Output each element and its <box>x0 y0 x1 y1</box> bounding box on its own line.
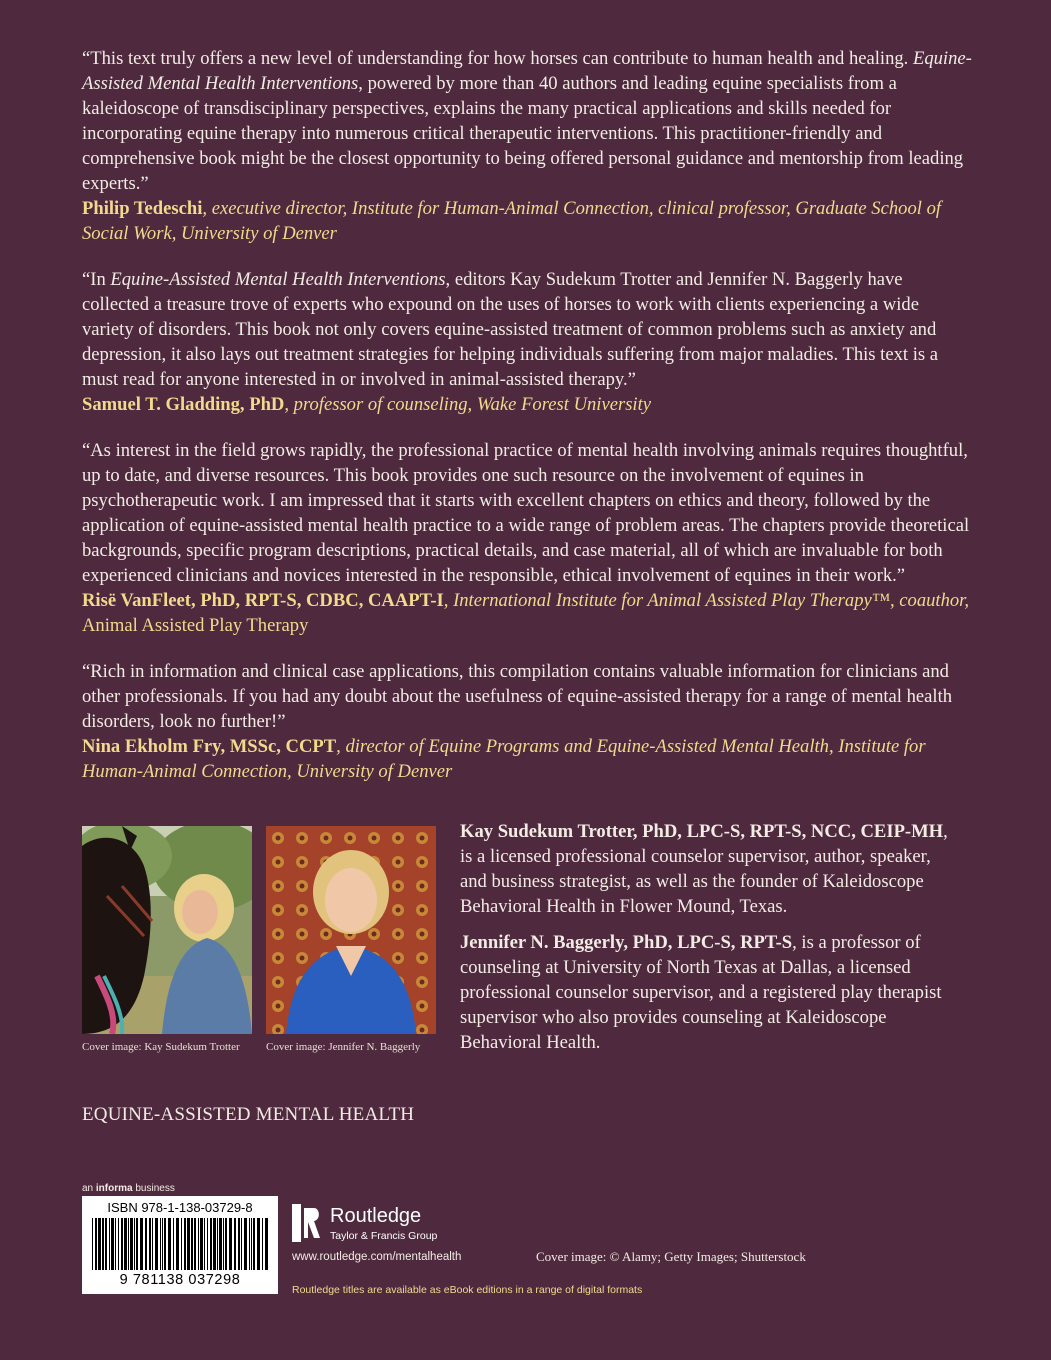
isbn-number: ISBN 978-1-138-03729-8 <box>107 1200 253 1215</box>
photo-caption: Cover image: Kay Sudekum Trotter <box>82 1041 240 1053</box>
endorsement-2 <box>82 267 972 417</box>
publisher-url: www.routledge.com/mentalhealth <box>292 1251 462 1263</box>
endorser-name: Philip Tedeschi <box>82 198 203 219</box>
series-title: EQUINE-ASSISTED MENTAL HEALTH <box>82 1104 415 1125</box>
book-title: Equine-Assisted Mental Health Interventions <box>110 269 446 290</box>
bio-trotter <box>460 819 960 919</box>
barcode-bars <box>90 1218 270 1272</box>
ebook-note: Routledge titles are available as eBook editions in a range of digital formats <box>292 1284 643 1296</box>
barcode-digits: 9 781138 037298 <box>119 1272 241 1288</box>
bio-text: , is a professor of counseling at University of North Texas at Dallas, a licensed professional counselor supervisor, and a registered play therapist supervisor who also provides counseling at Kaleidoscope Behavioral Health. <box>460 932 942 1053</box>
endorsements <box>82 46 972 805</box>
author-name: Kay Sudekum Trotter, PhD, LPC-S, RPT-S, NCC, CEIP-MH <box>460 821 944 842</box>
isbn-barcode <box>82 1196 278 1294</box>
endorsement-4 <box>82 659 972 784</box>
author-bios <box>460 819 960 1066</box>
routledge-wordmark: Routledge <box>330 1205 422 1227</box>
endorser-book: Animal Assisted Play Therapy <box>82 615 309 636</box>
endorsement-text: “In Equine-Assisted Mental Health Interventions, editors Kay Sudekum Trotter and Jennifer N. Baggerly have collected a treasure trove of experts who expound on the uses of horses to work with clients experiencing a wide variety of disorders. This book not only covers equine-assisted treatment of common problems such as anxiety and depression, it also lays out treatment strategies for helping individuals suffering from major maladies. This text is a must read for anyone interested in or involved in animal-assisted therapy.” <box>82 269 938 390</box>
endorser-name: Nina Ekholm Fry, MSSc, CCPT <box>82 736 337 757</box>
endorsement-3 <box>82 438 972 638</box>
routledge-logo-icon <box>292 1204 322 1242</box>
endorsement-attribution <box>82 392 972 417</box>
endorsement-text: “Rich in information and clinical case applications, this compilation contains valuable information for clinicians and other professionals. If you had any doubt about the usefulness of equine-assisted therapy for a range of mental health disorders, look no further!” <box>82 661 953 732</box>
endorser-role: , International Institute for Animal Assisted Play Therapy™, coauthor, <box>443 590 969 611</box>
endorsement-text: “This text truly offers a new level of understanding for how horses can contribute to human health and healing. Equine-Assisted Mental Health Interventions, powered by more than 40 authors and leading equine specialists from a kaleidoscope of transdisciplinary perspectives, explains the many practical applications and skills needed for incorporating equine therapy into numerous critical therapeutic interventions. This practitioner-friendly and comprehensive book might be the closest opportunity to being offered personal guidance and mentorship from leading experts.” <box>82 48 972 194</box>
photo-caption: Cover image: Jennifer N. Baggerly <box>266 1041 421 1053</box>
endorser-name: Risë VanFleet, PhD, RPT-S, CDBC, CAAPT-I <box>82 590 444 611</box>
bio-text: , is a licensed professional counselor supervisor, author, speaker, and business strategist, as well as the founder of Kaleidoscope Behavioral Health in Flower Mound, Texas. <box>460 821 948 917</box>
photo-baggerly <box>266 826 436 1034</box>
author-name: Jennifer N. Baggerly, PhD, LPC-S, RPT-S <box>460 932 793 953</box>
bio-baggerly <box>460 930 960 1055</box>
endorsement-text: “As interest in the field grows rapidly, the professional practice of mental health involving animals requires thoughtful, up to date, and diverse resources. This book provides one such resource on the involvement of equines in psychotherapeutic work. I am impressed that it starts with excellent chapters on ethics and theory, followed by the application of equine-assisted mental health practice to a wide range of problem areas. The chapters provide theoretical backgrounds, specific program descriptions, practical details, and case material, all of which are invaluable for both experienced clinicians and novices interested in the responsible, ethical involvement of equines in their work.” <box>82 440 970 586</box>
endorsement-attribution <box>82 196 972 246</box>
endorsement-1 <box>82 46 972 246</box>
endorser-role: , professor of counseling, Wake Forest University <box>284 394 652 415</box>
photo-trotter-with-horse <box>82 826 252 1034</box>
endorser-role: , executive director, Institute for Human-Animal Connection, clinical professor, Graduate School of Social Work, University of Denver <box>82 198 942 244</box>
endorsement-attribution <box>82 588 972 638</box>
book-title: Equine-Assisted Mental Health Interventions <box>82 48 972 94</box>
informa-tagline: an informa business <box>82 1183 175 1194</box>
routledge-subtitle: Taylor & Francis Group <box>330 1230 438 1242</box>
endorsement-attribution <box>82 734 972 784</box>
endorser-name: Samuel T. Gladding, PhD <box>82 394 285 415</box>
cover-credit: Cover image: © Alamy; Getty Images; Shutterstock <box>536 1249 806 1264</box>
endorser-role: , director of Equine Programs and Equine-Assisted Mental Health, Institute for Human-Animal Connection, University of Denver <box>82 736 926 782</box>
